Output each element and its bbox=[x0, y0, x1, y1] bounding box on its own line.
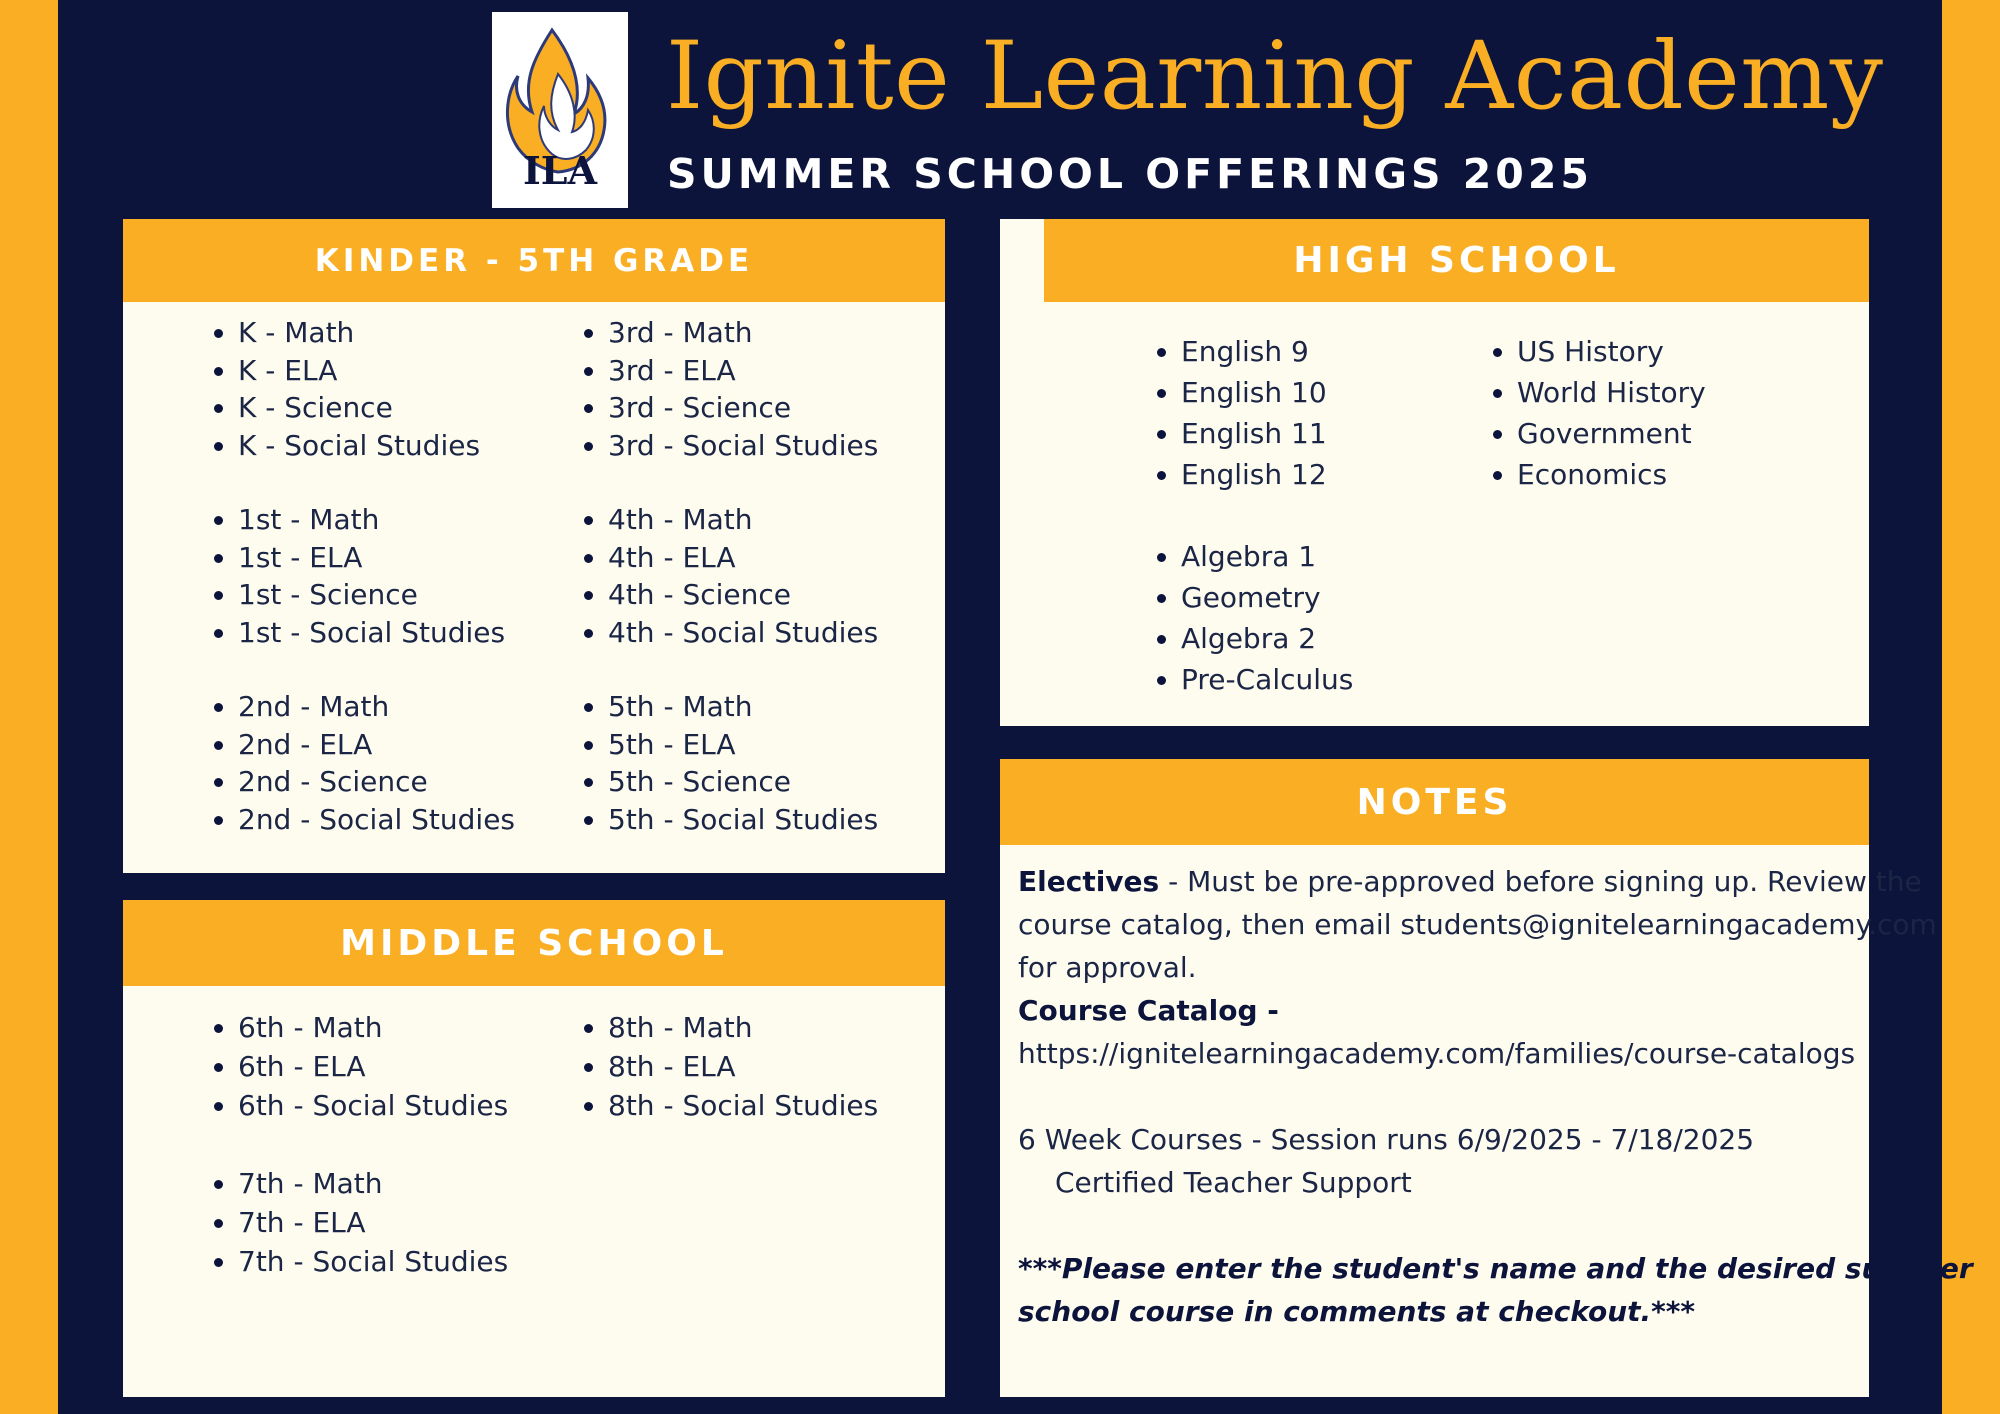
kinder-4th-list bbox=[574, 501, 878, 651]
electives-text-line3: for approval. bbox=[1018, 951, 1197, 984]
list-item: • 3rd - ELA bbox=[608, 352, 878, 390]
list-item: • K - Math bbox=[238, 314, 480, 352]
teacher-support: Certified Teacher Support bbox=[1055, 1166, 1412, 1199]
list-item: • 5th - Science bbox=[608, 763, 878, 801]
list-item: • 2nd - Math bbox=[238, 688, 515, 726]
list-item: • English 11 bbox=[1181, 413, 1327, 454]
list-item: • 8th - ELA bbox=[608, 1047, 878, 1086]
list-item: • Economics bbox=[1517, 454, 1706, 495]
session-dates: 6 Week Courses - Session runs 6/9/2025 - 7/18/2025 bbox=[1018, 1123, 1755, 1156]
page-title: Ignite Learning Academy bbox=[666, 22, 1884, 131]
list-item: • K - Social Studies bbox=[238, 427, 480, 465]
kinder-3rd-list bbox=[574, 314, 878, 464]
list-item: • 8th - Social Studies bbox=[608, 1086, 878, 1125]
list-item: • Pre-Calculus bbox=[1181, 659, 1353, 700]
list-item: • 8th - Math bbox=[608, 1008, 878, 1047]
list-item: • 4th - Math bbox=[608, 501, 878, 539]
high-panel-header: HIGH SCHOOL bbox=[1044, 219, 1869, 302]
list-item: • 3rd - Math bbox=[608, 314, 878, 352]
kinder-5th-list bbox=[574, 688, 878, 838]
list-item: • 7th - Social Studies bbox=[238, 1242, 508, 1281]
list-item: • English 10 bbox=[1181, 372, 1327, 413]
list-item: • 6th - ELA bbox=[238, 1047, 508, 1086]
catalog-url: https://ignitelearningacademy.com/families/course-catalogs bbox=[1018, 1037, 1856, 1070]
flame-icon bbox=[492, 12, 628, 208]
list-item: • Government bbox=[1517, 413, 1706, 454]
academy-logo bbox=[492, 12, 628, 208]
list-item: • 2nd - ELA bbox=[238, 726, 515, 764]
electives-note bbox=[1018, 860, 1922, 903]
list-item: • 4th - ELA bbox=[608, 539, 878, 577]
electives-text: - Must be pre-approved before signing up. Review the bbox=[1159, 865, 1922, 898]
kinder-panel-header: KINDER - 5TH GRADE bbox=[123, 219, 945, 302]
spacer bbox=[1018, 1075, 1858, 1118]
middle-panel-header: MIDDLE SCHOOL bbox=[123, 900, 945, 986]
list-item: • Algebra 1 bbox=[1181, 536, 1353, 577]
checkout-reminder-line1: ***Please enter the student's name and the desired summer bbox=[1018, 1252, 1973, 1285]
list-item: • World History bbox=[1517, 372, 1706, 413]
list-item: • Algebra 2 bbox=[1181, 618, 1353, 659]
list-item: • 2nd - Science bbox=[238, 763, 515, 801]
list-item: • 1st - ELA bbox=[238, 539, 505, 577]
list-item: • 3rd - Social Studies bbox=[608, 427, 878, 465]
middle-6th-list bbox=[204, 1008, 508, 1125]
list-item: • English 12 bbox=[1181, 454, 1327, 495]
logo-text: ILA bbox=[523, 148, 597, 193]
catalog-label: Course Catalog - bbox=[1018, 994, 1279, 1027]
catalog-label-line bbox=[1018, 989, 1858, 1032]
high-math-list bbox=[1147, 536, 1353, 700]
middle-7th-list bbox=[204, 1164, 508, 1281]
list-item: • 6th - Social Studies bbox=[238, 1086, 508, 1125]
list-item: • 1st - Math bbox=[238, 501, 505, 539]
list-item: • 3rd - Science bbox=[608, 389, 878, 427]
list-item: • US History bbox=[1517, 331, 1706, 372]
list-item: • English 9 bbox=[1181, 331, 1327, 372]
kinder-1st-list bbox=[204, 501, 505, 651]
spacer bbox=[1018, 1204, 1858, 1247]
middle-8th-list bbox=[574, 1008, 878, 1125]
list-item: • K - Science bbox=[238, 389, 480, 427]
electives-text-line2: course catalog, then email students@ignitelearningacademy.com bbox=[1018, 908, 1937, 941]
list-item: • 5th - Social Studies bbox=[608, 801, 878, 839]
list-item: • 4th - Social Studies bbox=[608, 614, 878, 652]
list-item: • Geometry bbox=[1181, 577, 1353, 618]
electives-label: Electives bbox=[1018, 865, 1160, 898]
kinder-2nd-list bbox=[204, 688, 515, 838]
kinder-k-list bbox=[204, 314, 480, 464]
list-item: • 5th - Math bbox=[608, 688, 878, 726]
notes-panel-header: NOTES bbox=[1000, 759, 1869, 845]
list-item: • K - ELA bbox=[238, 352, 480, 390]
list-item: • 2nd - Social Studies bbox=[238, 801, 515, 839]
list-item: • 7th - ELA bbox=[238, 1203, 508, 1242]
list-item: • 7th - Math bbox=[238, 1164, 508, 1203]
page-subtitle: SUMMER SCHOOL OFFERINGS 2025 bbox=[667, 150, 1593, 198]
notes-body bbox=[1018, 860, 1973, 1333]
list-item: • 6th - Math bbox=[238, 1008, 508, 1047]
list-item: • 4th - Science bbox=[608, 576, 878, 614]
high-english-list bbox=[1147, 331, 1327, 495]
checkout-reminder-line2: school course in comments at checkout.*** bbox=[1018, 1295, 1696, 1328]
high-social-list bbox=[1483, 331, 1706, 495]
list-item: • 5th - ELA bbox=[608, 726, 878, 764]
list-item: • 1st - Social Studies bbox=[238, 614, 505, 652]
list-item: • 1st - Science bbox=[238, 576, 505, 614]
